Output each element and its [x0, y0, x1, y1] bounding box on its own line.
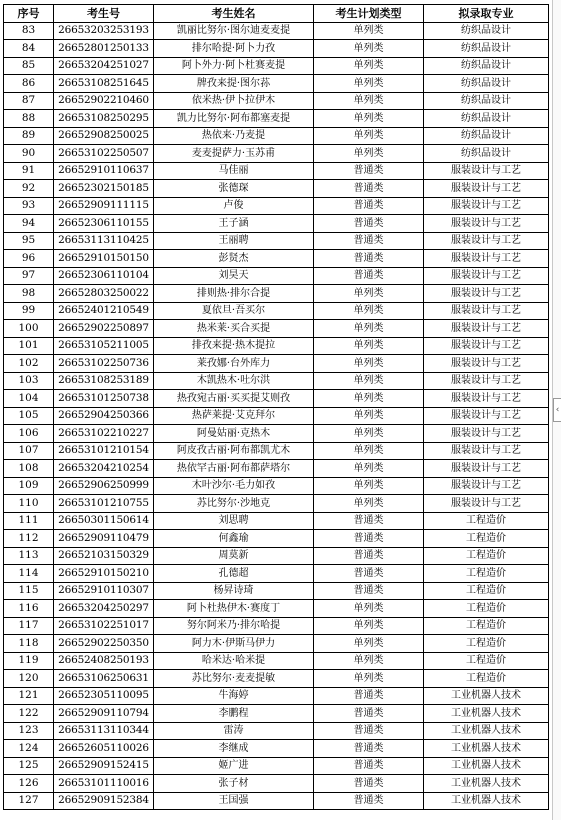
cell-major: 工程造价 [424, 530, 549, 548]
cell-major: 服装设计与工艺 [424, 495, 549, 513]
cell-major: 服装设计与工艺 [424, 442, 549, 460]
table-row [4, 740, 549, 758]
cell-seq: 97 [4, 267, 54, 285]
table-row [4, 792, 549, 810]
cell-exam-number: 26652305110095 [54, 687, 154, 705]
cell-exam-number: 26653204251027 [54, 57, 154, 75]
cell-plan-type: 普通类 [314, 530, 424, 548]
cell-student-name: 阿皮孜古丽·阿布都凯尤木 [154, 442, 314, 460]
admission-roster-table [3, 4, 549, 810]
cell-major: 服装设计与工艺 [424, 285, 549, 303]
cell-seq: 91 [4, 162, 54, 180]
cell-plan-type: 单列类 [314, 285, 424, 303]
table-row [4, 442, 549, 460]
table-row [4, 582, 549, 600]
cell-exam-number: 26652909152415 [54, 757, 154, 775]
cell-student-name: 苏比努尔·沙地克 [154, 495, 314, 513]
table-row [4, 722, 549, 740]
cell-major: 工程造价 [424, 512, 549, 530]
cell-seq: 115 [4, 582, 54, 600]
table-row [4, 197, 549, 215]
cell-plan-type: 普通类 [314, 232, 424, 250]
table-row [4, 110, 549, 128]
table-row [4, 145, 549, 163]
cell-student-name: 热孜宛古丽·买买提艾则孜 [154, 390, 314, 408]
cell-plan-type: 单列类 [314, 635, 424, 653]
cell-major: 纺织品设计 [424, 40, 549, 58]
cell-seq: 85 [4, 57, 54, 75]
cell-exam-number: 26652902250897 [54, 320, 154, 338]
header-student-name: 考生姓名 [154, 5, 314, 23]
cell-plan-type: 单列类 [314, 355, 424, 373]
table-row [4, 757, 549, 775]
cell-major: 服装设计与工艺 [424, 197, 549, 215]
cell-plan-type: 单列类 [314, 92, 424, 110]
cell-student-name: 张子材 [154, 775, 314, 793]
cell-student-name: 孔德超 [154, 565, 314, 583]
cell-exam-number: 26652803250022 [54, 285, 154, 303]
cell-major: 工业机器人技术 [424, 687, 549, 705]
cell-plan-type: 普通类 [314, 565, 424, 583]
cell-exam-number: 26653101250738 [54, 390, 154, 408]
cell-plan-type: 单列类 [314, 460, 424, 478]
cell-student-name: 阿曼姑丽·克热木 [154, 425, 314, 443]
table-row [4, 495, 549, 513]
cell-seq: 126 [4, 775, 54, 793]
cell-seq: 87 [4, 92, 54, 110]
cell-seq: 88 [4, 110, 54, 128]
table-row [4, 302, 549, 320]
cell-seq: 108 [4, 460, 54, 478]
cell-exam-number: 26652910110307 [54, 582, 154, 600]
cell-exam-number: 26652906250999 [54, 477, 154, 495]
cell-major: 服装设计与工艺 [424, 250, 549, 268]
cell-student-name: 王子涵 [154, 215, 314, 233]
cell-exam-number: 26652605110026 [54, 740, 154, 758]
cell-exam-number: 26653102210227 [54, 425, 154, 443]
cell-seq: 111 [4, 512, 54, 530]
cell-exam-number: 26653203253193 [54, 22, 154, 40]
cell-major: 纺织品设计 [424, 127, 549, 145]
cell-seq: 107 [4, 442, 54, 460]
cell-seq: 119 [4, 652, 54, 670]
cell-plan-type: 单列类 [314, 22, 424, 40]
cell-plan-type: 单列类 [314, 372, 424, 390]
cell-seq: 102 [4, 355, 54, 373]
table-header [4, 5, 549, 23]
cell-exam-number: 26652909110794 [54, 705, 154, 723]
cell-student-name: 彭贤杰 [154, 250, 314, 268]
cell-student-name: 排尔哈提·阿卜力孜 [154, 40, 314, 58]
cell-seq: 122 [4, 705, 54, 723]
cell-student-name: 李继成 [154, 740, 314, 758]
table-row [4, 337, 549, 355]
cell-major: 工业机器人技术 [424, 757, 549, 775]
table-row [4, 57, 549, 75]
cell-plan-type: 普通类 [314, 775, 424, 793]
cell-seq: 125 [4, 757, 54, 775]
cell-plan-type: 单列类 [314, 617, 424, 635]
cell-exam-number: 26652909111115 [54, 197, 154, 215]
table-row [4, 372, 549, 390]
cell-seq: 117 [4, 617, 54, 635]
cell-seq: 83 [4, 22, 54, 40]
cell-student-name: 阿力木·伊斯马伊力 [154, 635, 314, 653]
cell-major: 工程造价 [424, 565, 549, 583]
cell-seq: 113 [4, 547, 54, 565]
cell-exam-number: 26652902250350 [54, 635, 154, 653]
cell-student-name: 雷涛 [154, 722, 314, 740]
cell-major: 纺织品设计 [424, 92, 549, 110]
cell-student-name: 努尔阿米乃·排尔哈提 [154, 617, 314, 635]
table-row [4, 355, 549, 373]
cell-exam-number: 26650301150614 [54, 512, 154, 530]
cell-student-name: 周莫新 [154, 547, 314, 565]
table-row [4, 285, 549, 303]
table-row [4, 530, 549, 548]
cell-major: 服装设计与工艺 [424, 232, 549, 250]
cell-plan-type: 普通类 [314, 267, 424, 285]
cell-student-name: 杨昇诗琦 [154, 582, 314, 600]
cell-plan-type: 单列类 [314, 302, 424, 320]
header-seq: 序号 [4, 5, 54, 23]
table-row [4, 127, 549, 145]
cell-plan-type: 普通类 [314, 722, 424, 740]
cell-student-name: 何鑫瑜 [154, 530, 314, 548]
cell-major: 工业机器人技术 [424, 775, 549, 793]
cell-exam-number: 26653106250631 [54, 670, 154, 688]
cell-major: 服装设计与工艺 [424, 407, 549, 425]
table-row [4, 635, 549, 653]
cell-student-name: 刘思聘 [154, 512, 314, 530]
cell-exam-number: 26652910150150 [54, 250, 154, 268]
cell-major: 工程造价 [424, 617, 549, 635]
cell-plan-type: 单列类 [314, 390, 424, 408]
cell-student-name: 热萨莱提·艾克拜尔 [154, 407, 314, 425]
cell-plan-type: 单列类 [314, 652, 424, 670]
cell-seq: 114 [4, 565, 54, 583]
cell-student-name: 刘昊天 [154, 267, 314, 285]
cell-major: 纺织品设计 [424, 22, 549, 40]
cell-exam-number: 26652904250366 [54, 407, 154, 425]
cell-plan-type: 普通类 [314, 582, 424, 600]
table-row [4, 390, 549, 408]
cell-plan-type: 普通类 [314, 705, 424, 723]
cell-major: 服装设计与工艺 [424, 162, 549, 180]
cell-plan-type: 普通类 [314, 197, 424, 215]
cell-exam-number: 26652306110104 [54, 267, 154, 285]
cell-student-name: 李鹏程 [154, 705, 314, 723]
cell-plan-type: 单列类 [314, 425, 424, 443]
cell-major: 服装设计与工艺 [424, 302, 549, 320]
table-row [4, 512, 549, 530]
table-row [4, 267, 549, 285]
cell-exam-number: 26653101210154 [54, 442, 154, 460]
cell-exam-number: 26653105211005 [54, 337, 154, 355]
cell-seq: 94 [4, 215, 54, 233]
cell-plan-type: 普通类 [314, 740, 424, 758]
cell-exam-number: 26652408250193 [54, 652, 154, 670]
table-row [4, 565, 549, 583]
cell-exam-number: 26652103150329 [54, 547, 154, 565]
cell-major: 工业机器人技术 [424, 705, 549, 723]
cell-plan-type: 单列类 [314, 600, 424, 618]
cell-plan-type: 单列类 [314, 145, 424, 163]
table-row [4, 477, 549, 495]
cell-major: 服装设计与工艺 [424, 372, 549, 390]
cell-student-name: 排则热·排尔合提 [154, 285, 314, 303]
cell-plan-type: 单列类 [314, 495, 424, 513]
cell-major: 服装设计与工艺 [424, 460, 549, 478]
cell-exam-number: 26653102250507 [54, 145, 154, 163]
table-row [4, 180, 549, 198]
cell-student-name: 热依罕古丽·阿布都萨塔尔 [154, 460, 314, 478]
cell-student-name: 牛海婷 [154, 687, 314, 705]
table-row [4, 425, 549, 443]
cell-major: 工程造价 [424, 670, 549, 688]
cell-plan-type: 单列类 [314, 40, 424, 58]
cell-plan-type: 普通类 [314, 757, 424, 775]
table-row [4, 600, 549, 618]
cell-major: 工业机器人技术 [424, 740, 549, 758]
cell-student-name: 夏依旦·吾买尔 [154, 302, 314, 320]
cell-major: 服装设计与工艺 [424, 267, 549, 285]
table-row [4, 407, 549, 425]
cell-student-name: 牌孜来提·图尔荪 [154, 75, 314, 93]
cell-student-name: 木凯热木·吐尔洪 [154, 372, 314, 390]
table-row [4, 232, 549, 250]
cell-major: 服装设计与工艺 [424, 215, 549, 233]
cell-seq: 110 [4, 495, 54, 513]
cell-seq: 104 [4, 390, 54, 408]
cell-major: 工程造价 [424, 600, 549, 618]
cell-student-name: 凯力比努尔·阿布都塞麦提 [154, 110, 314, 128]
cell-plan-type: 单列类 [314, 75, 424, 93]
cell-exam-number: 26652801250133 [54, 40, 154, 58]
cell-student-name: 阿卜杜热伊木·赛度丁 [154, 600, 314, 618]
cell-major: 服装设计与工艺 [424, 355, 549, 373]
cell-exam-number: 26652302150185 [54, 180, 154, 198]
cell-major: 工程造价 [424, 652, 549, 670]
cell-major: 服装设计与工艺 [424, 425, 549, 443]
cell-exam-number: 26652909110479 [54, 530, 154, 548]
cell-seq: 123 [4, 722, 54, 740]
cell-major: 工业机器人技术 [424, 722, 549, 740]
table-row [4, 215, 549, 233]
cell-major: 纺织品设计 [424, 75, 549, 93]
cell-seq: 101 [4, 337, 54, 355]
cell-plan-type: 普通类 [314, 792, 424, 810]
cell-major: 纺织品设计 [424, 145, 549, 163]
cell-major: 服装设计与工艺 [424, 320, 549, 338]
cell-exam-number: 26653204250297 [54, 600, 154, 618]
cell-seq: 93 [4, 197, 54, 215]
cell-student-name: 依米热·伊卜拉伊木 [154, 92, 314, 110]
table-row [4, 320, 549, 338]
cell-plan-type: 普通类 [314, 250, 424, 268]
cell-seq: 96 [4, 250, 54, 268]
cell-plan-type: 普通类 [314, 512, 424, 530]
cell-exam-number: 26652908250025 [54, 127, 154, 145]
cell-seq: 124 [4, 740, 54, 758]
cell-student-name: 麦麦提萨力·玉苏甫 [154, 145, 314, 163]
header-major: 拟录取专业 [424, 5, 549, 23]
table-row [4, 92, 549, 110]
cell-major: 服装设计与工艺 [424, 390, 549, 408]
header-plan-type: 考生计划类型 [314, 5, 424, 23]
cell-seq: 99 [4, 302, 54, 320]
cell-seq: 109 [4, 477, 54, 495]
cell-seq: 89 [4, 127, 54, 145]
cell-exam-number: 26653108253189 [54, 372, 154, 390]
cell-plan-type: 单列类 [314, 337, 424, 355]
cell-exam-number: 26653108250295 [54, 110, 154, 128]
cell-plan-type: 普通类 [314, 215, 424, 233]
cell-seq: 84 [4, 40, 54, 58]
cell-major: 工程造价 [424, 582, 549, 600]
cell-major: 工程造价 [424, 635, 549, 653]
table-row [4, 775, 549, 793]
table-row [4, 670, 549, 688]
cell-student-name: 苏比努尔·麦麦提敏 [154, 670, 314, 688]
cell-exam-number: 26653204210254 [54, 460, 154, 478]
cell-plan-type: 单列类 [314, 407, 424, 425]
cell-seq: 103 [4, 372, 54, 390]
cell-seq: 116 [4, 600, 54, 618]
cell-exam-number: 26653113110344 [54, 722, 154, 740]
cell-student-name: 王丽聘 [154, 232, 314, 250]
cell-seq: 98 [4, 285, 54, 303]
cell-exam-number: 26652910150210 [54, 565, 154, 583]
cell-major: 纺织品设计 [424, 110, 549, 128]
cell-student-name: 莱孜娜·台外库力 [154, 355, 314, 373]
table-row [4, 75, 549, 93]
cell-exam-number: 26653108251645 [54, 75, 154, 93]
cell-exam-number: 26652902210460 [54, 92, 154, 110]
table-row [4, 460, 549, 478]
cell-student-name: 姬广进 [154, 757, 314, 775]
cell-exam-number: 26652401210549 [54, 302, 154, 320]
cell-seq: 100 [4, 320, 54, 338]
cell-student-name: 卢俊 [154, 197, 314, 215]
cell-plan-type: 单列类 [314, 110, 424, 128]
table-row [4, 162, 549, 180]
cell-plan-type: 单列类 [314, 320, 424, 338]
cell-seq: 106 [4, 425, 54, 443]
cell-exam-number: 26653102251017 [54, 617, 154, 635]
cell-student-name: 热米莱·买合买提 [154, 320, 314, 338]
cell-exam-number: 26653101210755 [54, 495, 154, 513]
cell-exam-number: 26653102250736 [54, 355, 154, 373]
cell-seq: 121 [4, 687, 54, 705]
cell-major: 服装设计与工艺 [424, 180, 549, 198]
cell-plan-type: 单列类 [314, 477, 424, 495]
table-row [4, 705, 549, 723]
cell-exam-number: 26652909152384 [54, 792, 154, 810]
cell-seq: 86 [4, 75, 54, 93]
header-row [4, 5, 549, 23]
header-exam-number: 考生号 [54, 5, 154, 23]
cell-exam-number: 26652910110637 [54, 162, 154, 180]
cell-major: 服装设计与工艺 [424, 477, 549, 495]
cell-plan-type: 普通类 [314, 180, 424, 198]
cell-major: 服装设计与工艺 [424, 337, 549, 355]
cell-student-name: 木叶沙尔·毛力如孜 [154, 477, 314, 495]
cell-seq: 118 [4, 635, 54, 653]
cell-major: 工业机器人技术 [424, 792, 549, 810]
cell-plan-type: 单列类 [314, 670, 424, 688]
cell-seq: 120 [4, 670, 54, 688]
table-row [4, 547, 549, 565]
cell-student-name: 张德琛 [154, 180, 314, 198]
cell-major: 工程造价 [424, 547, 549, 565]
cell-plan-type: 普通类 [314, 162, 424, 180]
cell-seq: 105 [4, 407, 54, 425]
table-row [4, 22, 549, 40]
table-row [4, 617, 549, 635]
cell-exam-number: 26652306110155 [54, 215, 154, 233]
cell-plan-type: 单列类 [314, 442, 424, 460]
table-row [4, 40, 549, 58]
cell-student-name: 排孜来提·热木提拉 [154, 337, 314, 355]
cell-seq: 112 [4, 530, 54, 548]
cell-student-name: 马佳丽 [154, 162, 314, 180]
cell-seq: 92 [4, 180, 54, 198]
cell-seq: 127 [4, 792, 54, 810]
cell-major: 纺织品设计 [424, 57, 549, 75]
table-row [4, 250, 549, 268]
cell-seq: 90 [4, 145, 54, 163]
table-row [4, 652, 549, 670]
cell-plan-type: 单列类 [314, 127, 424, 145]
cell-student-name: 哈米达·哈米提 [154, 652, 314, 670]
cell-student-name: 凯丽比努尔·图尔迪麦麦提 [154, 22, 314, 40]
collapse-handle-icon[interactable]: ‹ [553, 398, 561, 422]
cell-student-name: 热依来·乃麦提 [154, 127, 314, 145]
cell-exam-number: 26653113110425 [54, 232, 154, 250]
cell-plan-type: 普通类 [314, 687, 424, 705]
table-body [4, 22, 549, 810]
cell-plan-type: 普通类 [314, 547, 424, 565]
cell-exam-number: 26653101110016 [54, 775, 154, 793]
cell-seq: 95 [4, 232, 54, 250]
table-row [4, 687, 549, 705]
cell-student-name: 阿卜外力·阿卜杜赛麦提 [154, 57, 314, 75]
cell-plan-type: 单列类 [314, 57, 424, 75]
cell-student-name: 王国强 [154, 792, 314, 810]
